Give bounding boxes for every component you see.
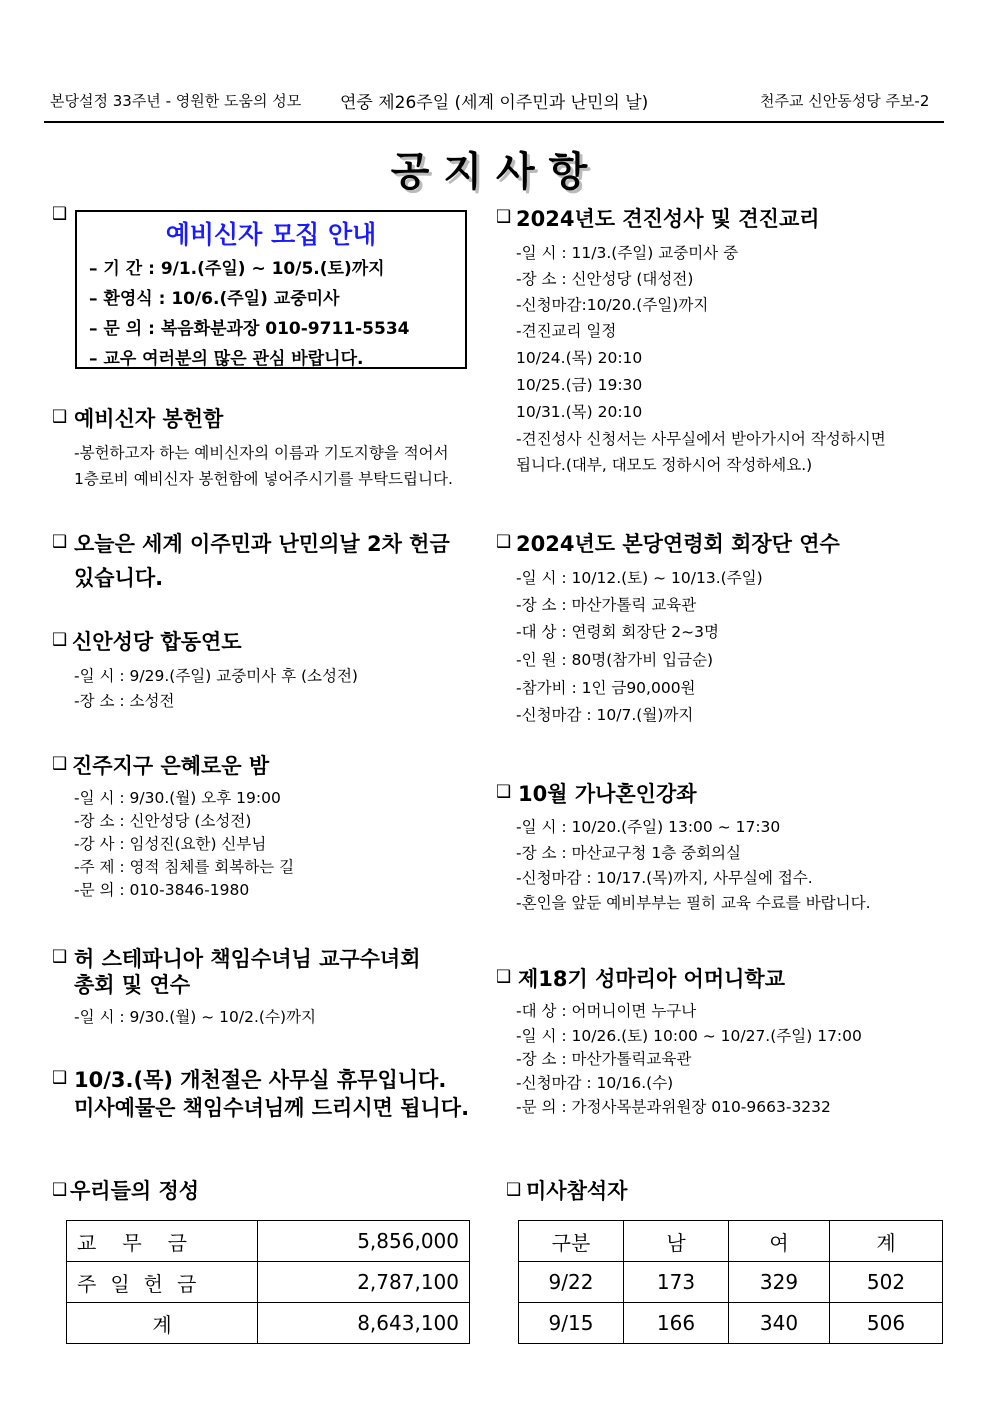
text-line: 10/25.(금) 19:30 [516, 376, 643, 394]
table-cell: 329 [729, 1262, 830, 1303]
bullet-icon: ❑ [52, 204, 68, 224]
table-row [67, 1262, 470, 1303]
catechumen-title: 예비신자 모집 안내 [165, 220, 377, 249]
marriage-heading: 10월 가나혼인강좌 [518, 782, 697, 806]
text-line: -신청마감:10/20.(주일)까지 [516, 296, 709, 314]
council-heading: 2024년도 본당연령회 회장단 연수 [516, 532, 840, 556]
text-line: -일 시 : 10/20.(주일) 13:00 ~ 17:30 [516, 818, 781, 836]
text-line: 10/24.(목) 20:10 [516, 349, 643, 367]
catechumen-line: – 문 의 : 복음화분과장 010-9711-5534 [89, 319, 410, 339]
mothers-heading: 제18기 성마리아 어머니학교 [518, 967, 785, 991]
text-line: -장 소 : 마산가톨릭 교육관 [516, 596, 697, 614]
holiday-heading: 10/3.(목) 개천절은 사무실 휴무입니다. [74, 1068, 447, 1092]
table-cell: 2,787,100 [258, 1262, 470, 1303]
bullet-icon: ❑ [496, 967, 512, 987]
table-row [67, 1303, 470, 1344]
collection-heading: 오늘은 세계 이주민과 난민의날 2차 헌금 [74, 532, 450, 556]
header-divider [44, 121, 944, 123]
table-cell: 9/15 [519, 1303, 624, 1344]
header-right: 천주교 신안동성당 주보-2 [760, 92, 930, 110]
table-header-row [519, 1221, 943, 1262]
bullet-icon: ❑ [496, 532, 512, 552]
text-line: -문 의 : 010-3846-1980 [74, 881, 250, 899]
holiday-heading-2: 미사예물은 책임수녀님께 드리시면 됩니다. [74, 1096, 470, 1120]
text-line: -신청마감 : 10/17.(목)까지, 사무실에 접수. [516, 869, 813, 887]
text-line: -봉헌하고자 하는 예비신자의 이름과 기도지향을 적어서 [74, 444, 449, 462]
table-cell: 교무금 [67, 1221, 258, 1262]
joint-prayer-heading: 신안성당 합동연도 [72, 630, 242, 654]
table-header: 계 [830, 1221, 943, 1262]
text-line: -견진성사 신청서는 사무실에서 받아가시어 작성하시면 [516, 430, 886, 448]
table-header: 남 [624, 1221, 729, 1262]
confirmation-heading: 2024년도 견진성사 및 견진교리 [516, 207, 820, 231]
table-cell: 340 [729, 1303, 830, 1344]
sister-heading: 허 스테파니아 책임수녀님 교구수녀회 [74, 947, 421, 971]
collection-heading-2: 있습니다. [74, 566, 164, 590]
table-row [519, 1262, 943, 1303]
text-line: -인 원 : 80명(참가비 입금순) [516, 651, 714, 669]
text-line: -주 제 : 영적 침체를 회복하는 길 [74, 858, 295, 876]
text-line: -대 상 : 어머니이면 누구나 [516, 1002, 697, 1020]
text-line: 1층로비 예비신자 봉헌함에 넣어주시기를 부탁드립니다. [74, 470, 453, 488]
table-cell: 173 [624, 1262, 729, 1303]
table-cell: 8,643,100 [258, 1303, 470, 1344]
text-line: -일 시 : 10/26.(토) 10:00 ~ 10/27.(주일) 17:00 [516, 1027, 862, 1045]
table-cell: 5,856,000 [258, 1221, 470, 1262]
attendance-table [518, 1220, 943, 1344]
text-line: -장 소 : 마산가톨릭교육관 [516, 1050, 692, 1068]
text-line: -장 소 : 신안성당 (소성전) [74, 812, 252, 830]
bullet-icon: ❑ [506, 1180, 522, 1200]
offering-box-heading: 예비신자 봉헌함 [74, 407, 224, 431]
text-line: -일 시 : 9/30.(월) 오후 19:00 [74, 789, 281, 807]
sister-heading-2: 총회 및 연수 [74, 973, 191, 997]
catechumen-box [75, 210, 467, 369]
text-line: -참가비 : 1인 금90,000원 [516, 679, 696, 697]
bullet-icon: ❑ [496, 782, 512, 802]
bullet-icon: ❑ [496, 207, 512, 227]
text-line: -일 시 : 9/29.(주일) 교중미사 후 (소성전) [74, 667, 358, 685]
header-left: 본당설정 33주년 - 영원한 도움의 성모 [50, 92, 302, 110]
offerings-heading: 우리들의 정성 [70, 1179, 200, 1203]
bullet-icon: ❑ [52, 947, 68, 967]
table-header: 구분 [519, 1221, 624, 1262]
catechumen-line: – 환영식 : 10/6.(주일) 교중미사 [89, 289, 340, 309]
text-line: -강 사 : 임성진(요한) 신부님 [74, 835, 267, 853]
text-line: -장 소 : 신안성당 (대성전) [516, 270, 694, 288]
text-line: -혼인을 앞둔 예비부부는 필히 교육 수료를 바랍니다. [516, 894, 871, 912]
header-center: 연중 제26주일 (세계 이주민과 난민의 날) [340, 93, 649, 113]
table-row [67, 1221, 470, 1262]
table-row [519, 1303, 943, 1344]
bullet-icon: ❑ [52, 1180, 68, 1200]
offerings-table [66, 1220, 470, 1344]
table-cell: 506 [830, 1303, 943, 1344]
text-line: -장 소 : 마산교구청 1층 중회의실 [516, 844, 741, 862]
bullet-icon: ❑ [52, 532, 68, 552]
table-cell: 주일헌금 [67, 1262, 258, 1303]
table-cell: 502 [830, 1262, 943, 1303]
table-cell: 166 [624, 1303, 729, 1344]
text-line: -일 시 : 10/12.(토) ~ 10/13.(주일) [516, 569, 763, 587]
page-title: 공지사항 [390, 149, 602, 195]
catechumen-line: – 교우 여러분의 많은 관심 바랍니다. [89, 349, 364, 369]
text-line: -일 시 : 9/30.(월) ~ 10/2.(수)까지 [74, 1008, 316, 1026]
text-line: -일 시 : 11/3.(주일) 교중미사 중 [516, 244, 739, 262]
text-line: -대 상 : 연령회 회장단 2~3명 [516, 623, 719, 641]
bullet-icon: ❑ [52, 407, 68, 427]
text-line: 10/31.(목) 20:10 [516, 403, 643, 421]
bullet-icon: ❑ [52, 1068, 68, 1088]
bullet-icon: ❑ [52, 630, 68, 650]
text-line: 됩니다.(대부, 대모도 정하시어 작성하세요.) [516, 456, 813, 474]
text-line: -신청마감 : 10/16.(수) [516, 1074, 674, 1092]
attendance-heading: 미사참석자 [526, 1179, 628, 1203]
text-line: -견진교리 일정 [516, 322, 617, 340]
table-header: 여 [729, 1221, 830, 1262]
text-line: -장 소 : 소성전 [74, 692, 175, 710]
text-line: -문 의 : 가정사목분과위원장 010-9663-3232 [516, 1098, 831, 1116]
bullet-icon: ❑ [52, 754, 68, 774]
grace-night-heading: 진주지구 은혜로운 밤 [72, 754, 270, 778]
table-cell: 계 [67, 1303, 258, 1344]
catechumen-line: – 기 간 : 9/1.(주일) ~ 10/5.(토)까지 [89, 259, 385, 279]
table-cell: 9/22 [519, 1262, 624, 1303]
text-line: -신청마감 : 10/7.(월)까지 [516, 706, 694, 724]
